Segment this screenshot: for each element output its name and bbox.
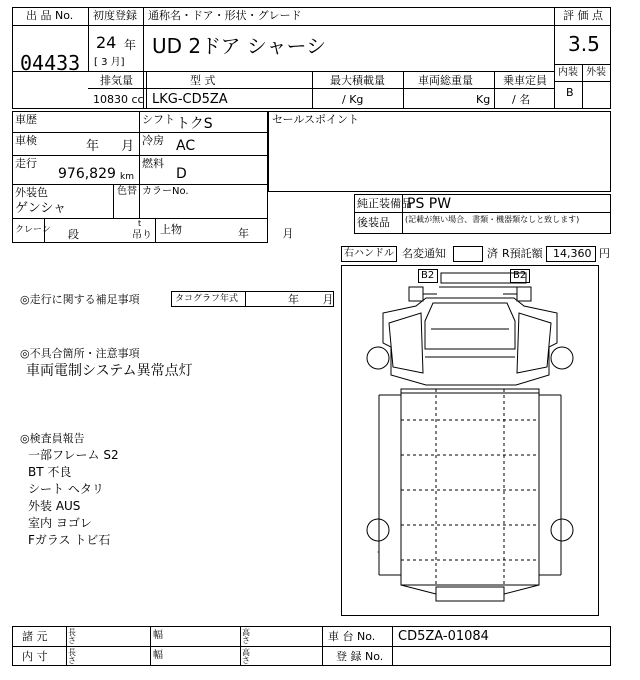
yen-unit: 円 bbox=[599, 247, 610, 260]
lot-number: 04433 bbox=[20, 51, 81, 75]
tacho-value: 年 月 bbox=[288, 293, 334, 306]
name-change-label: 名変通知 bbox=[402, 247, 446, 260]
details-row-3 bbox=[12, 184, 268, 185]
displacement-value: 10830 cc bbox=[93, 93, 144, 106]
supplement-title: ◎走行に関する補足事項 bbox=[20, 293, 140, 306]
score-value: 3.5 bbox=[568, 32, 600, 56]
details-row-2 bbox=[12, 155, 268, 156]
footer-width-label-2: 幅 bbox=[153, 650, 163, 661]
mileage-value: 976,829 bbox=[58, 166, 116, 182]
ext-color-label: 外装色 bbox=[15, 186, 48, 199]
first-reg-label: 初度登録 bbox=[93, 9, 137, 22]
crane-hoist-unit: t bbox=[138, 219, 142, 228]
footer-height-label-2: 高さ bbox=[242, 648, 250, 665]
gross-weight-label: 車両総重量 bbox=[418, 74, 473, 87]
history-label: 車歴 bbox=[15, 113, 37, 126]
defect-title: ◎不具合箇所・注意事項 bbox=[20, 347, 140, 360]
footer-row-line bbox=[12, 646, 611, 647]
ac-value: AC bbox=[176, 138, 196, 154]
inspection-label: 車検 bbox=[15, 134, 37, 147]
genuine-equip-value: PS PW bbox=[407, 196, 452, 212]
name-change-box bbox=[453, 246, 483, 262]
spec-col-2 bbox=[312, 71, 313, 109]
footer-length-label-1: 長さ bbox=[68, 628, 76, 645]
footer-row2-label: 内 寸 bbox=[22, 650, 48, 663]
crane-label: クレーン bbox=[15, 225, 51, 235]
model-name: UD 2ドア シャーシ bbox=[152, 34, 327, 58]
lot-divider bbox=[88, 7, 89, 71]
footer-height-label-1: 高さ bbox=[242, 628, 250, 645]
footer-col-1 bbox=[66, 626, 67, 666]
score-divider bbox=[554, 7, 555, 109]
upper-label: 上物 bbox=[160, 223, 182, 236]
max-load-label: 最大積載量 bbox=[330, 74, 385, 87]
color-col-2 bbox=[139, 184, 140, 218]
score-label: 評 価 点 bbox=[563, 9, 603, 22]
inspector-title: ◎検査員報告 bbox=[20, 432, 85, 445]
displacement-label: 排気量 bbox=[100, 74, 133, 87]
first-reg-month: [ 3 月] bbox=[94, 57, 125, 68]
tacho-label: タコグラフ年式 bbox=[175, 294, 239, 304]
model-code-value: LKG-CD5ZA bbox=[152, 92, 228, 107]
genuine-equip-label: 純正装備品 bbox=[357, 197, 412, 210]
spec-col-4 bbox=[494, 71, 495, 109]
footer-col-5 bbox=[392, 626, 393, 666]
list-item: 室内 ヨゴレ bbox=[28, 516, 92, 530]
tacho-divider bbox=[245, 291, 246, 307]
inspector-list bbox=[28, 446, 119, 548]
truck-diagram bbox=[341, 265, 599, 616]
interior-label: 内装 bbox=[558, 67, 578, 78]
spec-col-1 bbox=[146, 71, 147, 109]
chassis-no-value: CD5ZA-01084 bbox=[398, 629, 489, 644]
footer-col-2 bbox=[150, 626, 151, 666]
header-main-row-line bbox=[12, 71, 554, 72]
model-code-label: 型 式 bbox=[190, 74, 216, 87]
fuel-label: 燃料 bbox=[142, 157, 164, 170]
equipment-row-line bbox=[354, 212, 611, 213]
details-row-1 bbox=[12, 132, 268, 133]
gross-weight-unit: Kg bbox=[476, 93, 491, 106]
tax-label: 済 bbox=[487, 247, 498, 260]
footer-col-4 bbox=[322, 626, 323, 666]
steering-value: 右ハンドル bbox=[344, 248, 394, 259]
aftermarket-label: 後装品 bbox=[357, 216, 390, 229]
upper-value: 年 月 bbox=[238, 227, 294, 240]
spec-label-row-line bbox=[88, 88, 554, 89]
mileage-label: 走行 bbox=[15, 157, 37, 170]
capacity-label: 乗車定員 bbox=[503, 74, 547, 87]
color-change-label: 色替 bbox=[117, 186, 137, 197]
list-item: 外装 AUS bbox=[28, 499, 81, 513]
sales-point-label: セールスポイント bbox=[272, 113, 360, 126]
footer-length-label-2: 長さ bbox=[68, 648, 76, 665]
aftermarket-note: (記載が無い場合、書類・機器類なしと致します) bbox=[405, 215, 580, 224]
list-item: シート ヘタリ bbox=[28, 482, 104, 496]
damage-mark-right-text: B2 bbox=[513, 270, 527, 281]
footer-row1-label: 諸 元 bbox=[22, 630, 48, 643]
first-reg-year: 24 bbox=[96, 33, 117, 52]
model-name-label: 通称名・ドア・形状・グレード bbox=[148, 9, 302, 22]
exterior-label: 外装 bbox=[586, 67, 606, 78]
list-item: BT 不良 bbox=[28, 465, 72, 479]
color-col-1 bbox=[113, 184, 114, 218]
list-item: 一部フレーム S2 bbox=[28, 448, 119, 462]
chassis-no-label: 車 台 No. bbox=[328, 630, 376, 643]
interior-grade: B bbox=[566, 86, 574, 99]
ext-color-value: ゲンシャ bbox=[15, 201, 67, 216]
lot-label: 出 品 No. bbox=[26, 9, 74, 22]
reg-no-label: 登 録 No. bbox=[336, 650, 384, 663]
inspection-value: 年 月 bbox=[86, 139, 135, 154]
grade-divider bbox=[582, 64, 583, 109]
crane-stage: 段 bbox=[68, 228, 79, 241]
shift-label: シフト bbox=[142, 113, 175, 126]
footer-width-label-1: 幅 bbox=[153, 630, 163, 641]
footer-col-3 bbox=[240, 626, 241, 666]
shift-value: トクS bbox=[176, 116, 213, 132]
fuel-value: D bbox=[176, 166, 187, 182]
ac-label: 冷房 bbox=[142, 134, 164, 147]
crane-hoist: 吊り bbox=[132, 230, 152, 241]
list-item: Fガラス トビ石 bbox=[28, 533, 111, 547]
max-load-unit: / Kg bbox=[342, 93, 364, 106]
mileage-unit: km bbox=[120, 172, 134, 182]
recycle-amount: 14,360 bbox=[553, 247, 592, 260]
damage-mark-left-text: B2 bbox=[421, 270, 435, 281]
defect-text: 車両電制システム異常点灯 bbox=[26, 363, 193, 379]
capacity-unit: / 名 bbox=[512, 93, 531, 106]
color-code-label: カラーNo. bbox=[142, 186, 189, 197]
header-label-row-line bbox=[12, 25, 554, 26]
first-reg-year-unit: 年 bbox=[124, 38, 137, 52]
spec-col-3 bbox=[403, 71, 404, 109]
recycle-label: R預託額 bbox=[502, 247, 543, 260]
details-mid-divider bbox=[139, 111, 140, 192]
crane-col-2 bbox=[155, 218, 156, 243]
score-label-line bbox=[554, 25, 611, 26]
